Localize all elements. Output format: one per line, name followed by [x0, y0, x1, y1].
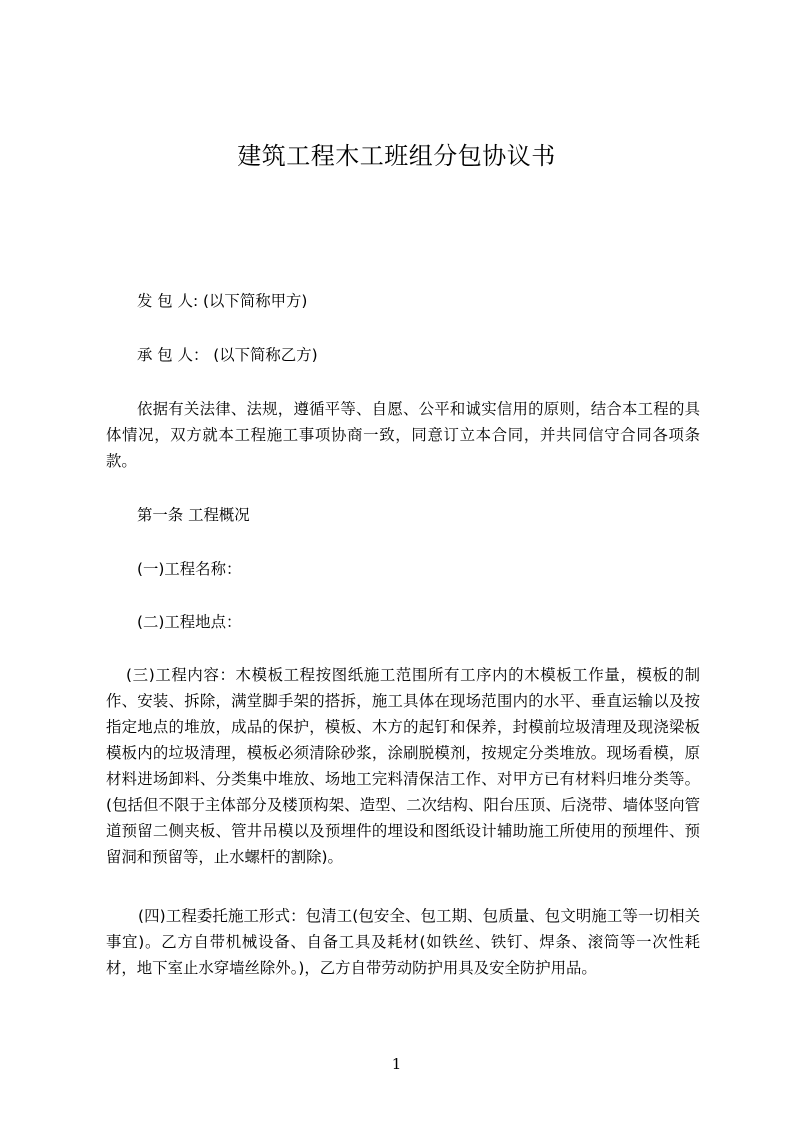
party-b-line: 承 包 人： (以下简称乙方): [137, 346, 318, 364]
party-a-line: 发 包 人: (以下简称甲方): [137, 292, 308, 310]
page-number: 1: [391, 1055, 402, 1073]
preamble-paragraph: 依据有关法律、法规，遵循平等、自愿、公平和诚实信用的原则，结合本工程的具体情况，双方就本工程施工事项协商一致，同意订立本合同，并共同信守合同各项条款。: [106, 400, 700, 470]
article-1-heading: 第一条 工程概况: [137, 506, 250, 524]
document-title: 建筑工程木工班组分包协议书: [237, 142, 556, 170]
item-construction-form: (四)工程委托施工形式：包清工(包安全、包工期、包质量、包文明施工等一切相关事宜)。乙方自带机械设备、自备工具及耗材(如铁丝、铁钉、焊条、滚筒等一次性耗材，地下室止水穿墙丝除外。)，乙方自带劳动防护用具及安全防护用品。: [106, 907, 700, 977]
item-project-name: (一)工程名称：: [137, 560, 242, 578]
item-project-content: (三)工程内容：木模板工程按图纸施工范围所有工序内的木模板工作量，模板的制作、安装、拆除，满堂脚手架的搭拆，施工具体在现场范围内的水平、垂直运输以及按指定地点的堆放，成品的保护，模板、木方的起钉和保养，封模前垃圾清理及现浇梁板模板内的垃圾清理，模板必须清除砂浆，涂刷脱模剂，按规定分类堆放。现场看模，原材料进场卸料、分类集中堆放、场地工完料清保洁工作、对甲方已有材料归堆分类等。(包括但不限于主体部分及楼顶构架、造型、二次结构、阳台压顶、后浇带、墙体竖向管道预留二侧夹板、管井吊模以及预埋件的埋设和图纸设计辅助施工所使用的预埋件、预留洞和预留等，止水螺杆的割除)。: [106, 666, 700, 866]
item-project-location: (二)工程地点：: [137, 613, 242, 631]
